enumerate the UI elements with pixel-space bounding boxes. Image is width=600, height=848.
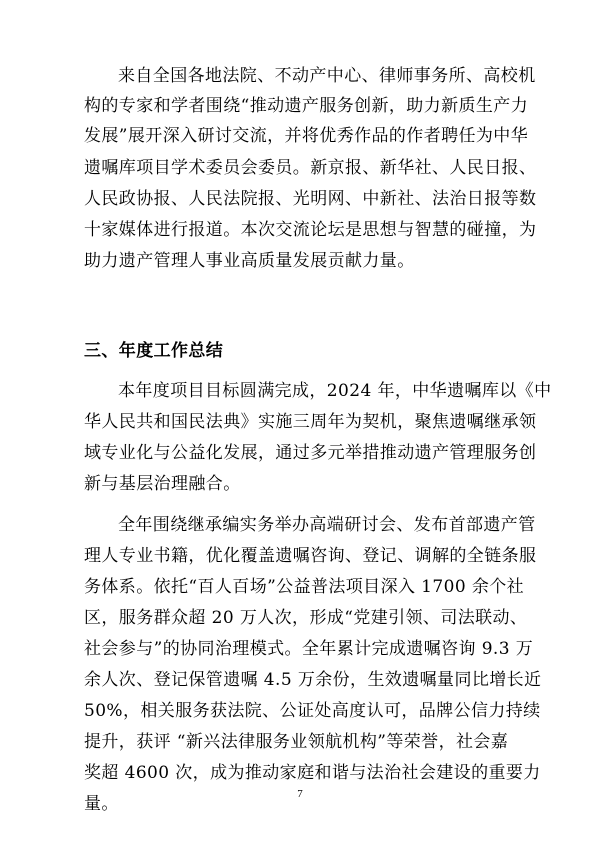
paragraph-3-line: 提升，获评 “新兴法律服务业领航机构”等荣誉，社会嘉 — [84, 732, 509, 752]
paragraph-3-line: 奖超 4600 次，成为推动家庭和谐与法治社会建设的重要力 — [84, 763, 541, 783]
paragraph-3-line: 务体系。依托“百人百场”公益普法项目深入 1700 余个社 — [84, 577, 525, 597]
paragraph-1-line: 发展”展开深入研讨交流，并将优秀作品的作者聘任为中华 — [84, 126, 529, 146]
section-heading: 三、年度工作总结 — [84, 341, 224, 361]
paragraph-2-line: 域专业化与公益化发展，通过多元举措推动遗产管理服务创 — [84, 443, 537, 463]
paragraph-3-line: 全年围绕继承编实务举办高端研讨会、发布首部遗产管 — [118, 515, 536, 535]
paragraph-2-line: 新与基层治理融合。 — [84, 474, 241, 494]
paragraph-2-line: 华人民共和国民法典》实施三周年为契机，聚焦遗嘱继承领 — [84, 412, 537, 432]
paragraph-1-line: 遗嘱库项目学术委员会委员。新京报、新华社、人民日报、 — [84, 158, 537, 178]
paragraph-1-line: 助力遗产管理人事业高质量发展贡献力量。 — [84, 251, 415, 271]
paragraph-2-line: 本年度项目目标圆满完成，2024 年，中华遗嘱库以《中 — [118, 381, 552, 401]
page-number: 7 — [297, 788, 303, 800]
paragraph-3-line: 50%，相关服务获法院、公证处高度认可，品牌公信力持续 — [84, 701, 541, 721]
paragraph-1-line: 十家媒体进行报道。本次交流论坛是思想与智慧的碰撞，为 — [84, 220, 537, 240]
paragraph-1-line: 来自全国各地法院、不动产中心、律师事务所、高校机 — [118, 66, 536, 86]
paragraph-3-line: 社会参与”的协同治理模式。全年累计完成遗嘱咨询 9.3 万 — [84, 639, 534, 659]
paragraph-3-line: 区，服务群众超 20 万人次，形成“党建引领、司法联动、 — [84, 608, 528, 628]
paragraph-3-line: 理人专业书籍，优化覆盖遗嘱咨询、登记、调解的全链条服 — [84, 546, 537, 566]
paragraph-1-line: 构的专家和学者围绕“推动遗产服务创新，助力新质生产力 — [84, 96, 529, 116]
paragraph-3-line: 量。 — [84, 794, 119, 814]
paragraph-3-line: 余人次、登记保管遗嘱 4.5 万余份，生效遗嘱量同比增长近 — [84, 670, 542, 690]
paragraph-1-line: 人民政协报、人民法院报、光明网、中新社、法治日报等数 — [84, 189, 537, 209]
